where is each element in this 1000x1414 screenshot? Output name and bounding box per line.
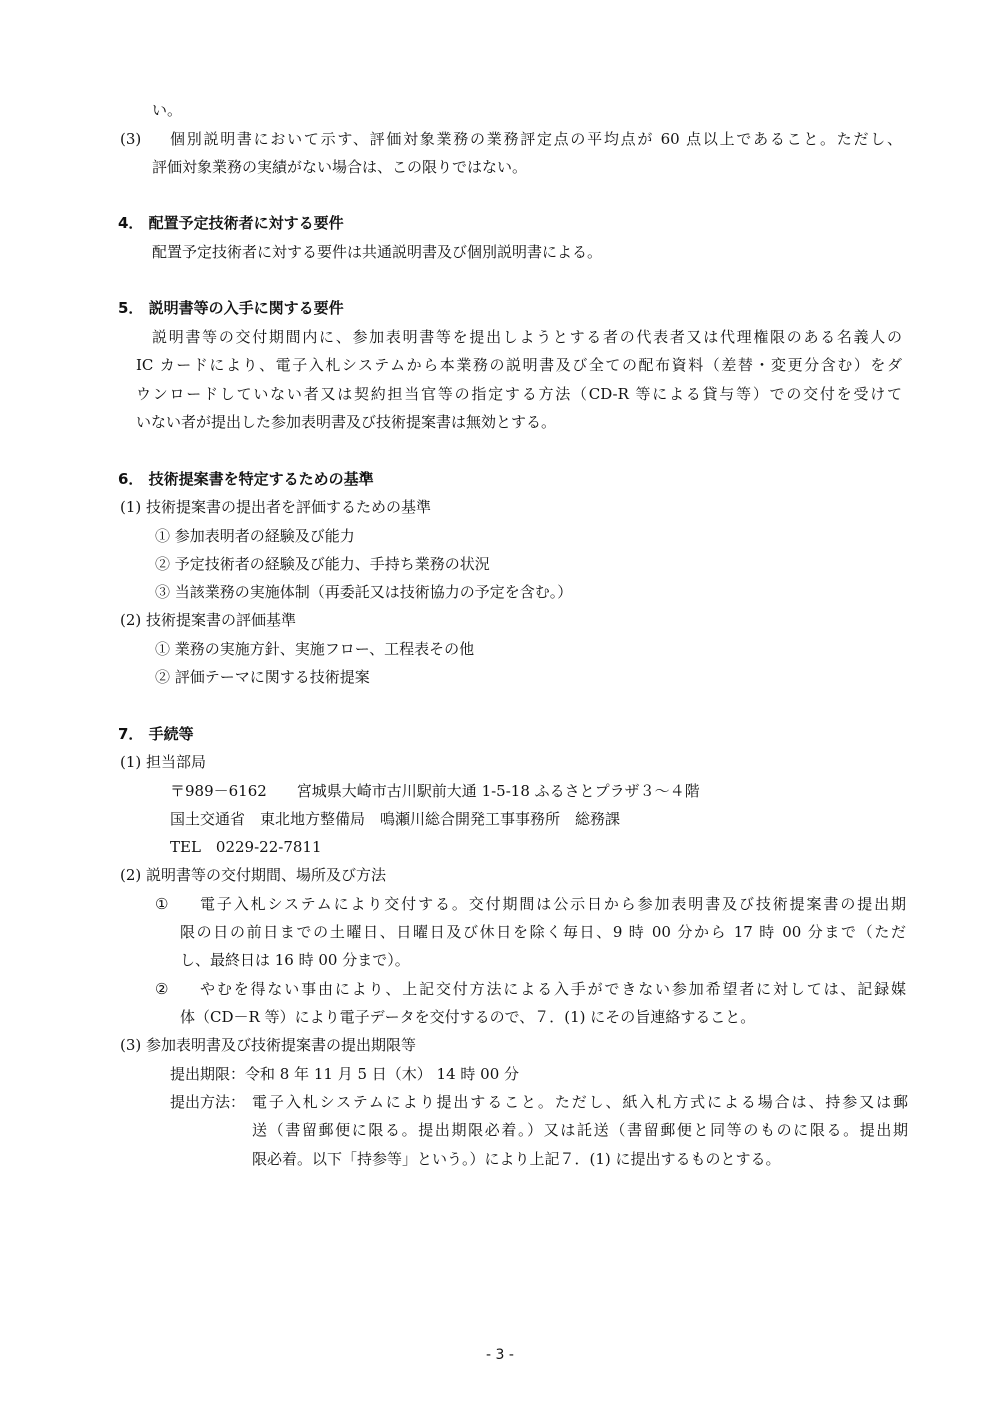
text-line: 電子入札システムにより交付する。交付期間は公示日から参加表明書及び技術提案書の提出期 [200,895,906,913]
item-marker: ① [155,895,169,913]
text-line: し、最終日は 16 時 00 分まで）。 [180,951,410,969]
list-item: ① 参加表明者の経験及び能力 [155,527,355,545]
text-line: いない者が提出した参加表明書及び技術提案書は無効とする。 [136,413,557,431]
text-line: 送（書留郵便に限る。提出期限必着。）又は託送（書留郵便と同等のものに限る。提出期 [252,1121,908,1139]
text-line: (1) 担当部局 [120,753,207,771]
text-line: 限必着。以下「持参等」という。）により上記７．(1) に提出するものとする。 [252,1150,781,1168]
item-marker: ② [155,980,169,998]
office-line: 国土交通省 東北地方整備局 鳴瀬川総合開発工事事務所 総務課 [170,810,621,828]
text-line: 個別説明書において示す、評価対象業務の業務評定点の平均点が 60 点以上であること。ただし、 [170,130,902,148]
text-line: (3) 参加表明書及び技術提案書の提出期限等 [120,1036,417,1054]
section-heading: 4． 配置予定技術者に対する要件 [118,214,344,232]
section-heading: 7． 手続等 [118,725,194,743]
text-line: 体（CD－R 等）により電子データを交付するので、７．(1) にその旨連絡すること。 [180,1008,756,1026]
text-line: い。 [152,101,183,119]
list-item: ③ 当該業務の実施体制（再委託又は技術協力の予定を含む。） [155,583,573,601]
text-line: (2) 説明書等の交付期間、場所及び方法 [120,866,387,884]
text-line: 限の日の前日までの土曜日、日曜日及び休日を除く毎日、9 時 00 分から 17 時 00 分まで（ただ [180,923,906,941]
address-line: 〒989－6162 宮城県大崎市古川駅前大通 1-5-18 ふるさとプラザ３～４階 [170,782,700,800]
text-line: やむを得ない事由により、上記交付方法による入手ができない参加希望者に対しては、記録媒 [200,980,906,998]
section-heading: 5． 説明書等の入手に関する要件 [118,299,344,317]
text-line: (2) 技術提案書の評価基準 [120,611,297,629]
page-number: - 3 - [486,1347,514,1363]
text-line: 評価対象業務の実績がない場合は、この限りではない。 [152,158,528,176]
text-line: 配置予定技術者に対する要件は共通説明書及び個別説明書による。 [152,243,603,261]
text-line: 電子入札システムにより提出すること。ただし、紙入札方式による場合は、持参又は郵 [252,1093,908,1111]
section-heading: 6． 技術提案書を特定するための基準 [118,470,374,488]
method-label: 提出方法： [170,1093,246,1111]
text-line: IC カードにより、電子入札システムから本業務の説明書及び全ての配布資料（差替・変更分含む）をダ [136,356,902,374]
text-line: (1) 技術提案書の提出者を評価するための基準 [120,498,432,516]
deadline-line: 提出期限：令和 8 年 11 月 5 日（木） 14 時 00 分 [170,1065,520,1083]
phone-line: TEL 0229-22-7811 [170,838,322,856]
list-item: ② 評価テーマに関する技術提案 [155,668,370,686]
list-item: ① 業務の実施方針、実施フロー、工程表その他 [155,640,475,658]
text-line: ウンロードしていない者又は契約担当官等の指定する方法（CD-R 等による貸与等）での交付を受けて [136,385,902,403]
list-item: ② 予定技術者の経験及び能力、手持ち業務の状況 [155,555,490,573]
text-line: 説明書等の交付期間内に、参加表明書等を提出しようとする者の代表者又は代理権限のある名義人の [152,328,902,346]
item-number: (3) [120,130,142,148]
